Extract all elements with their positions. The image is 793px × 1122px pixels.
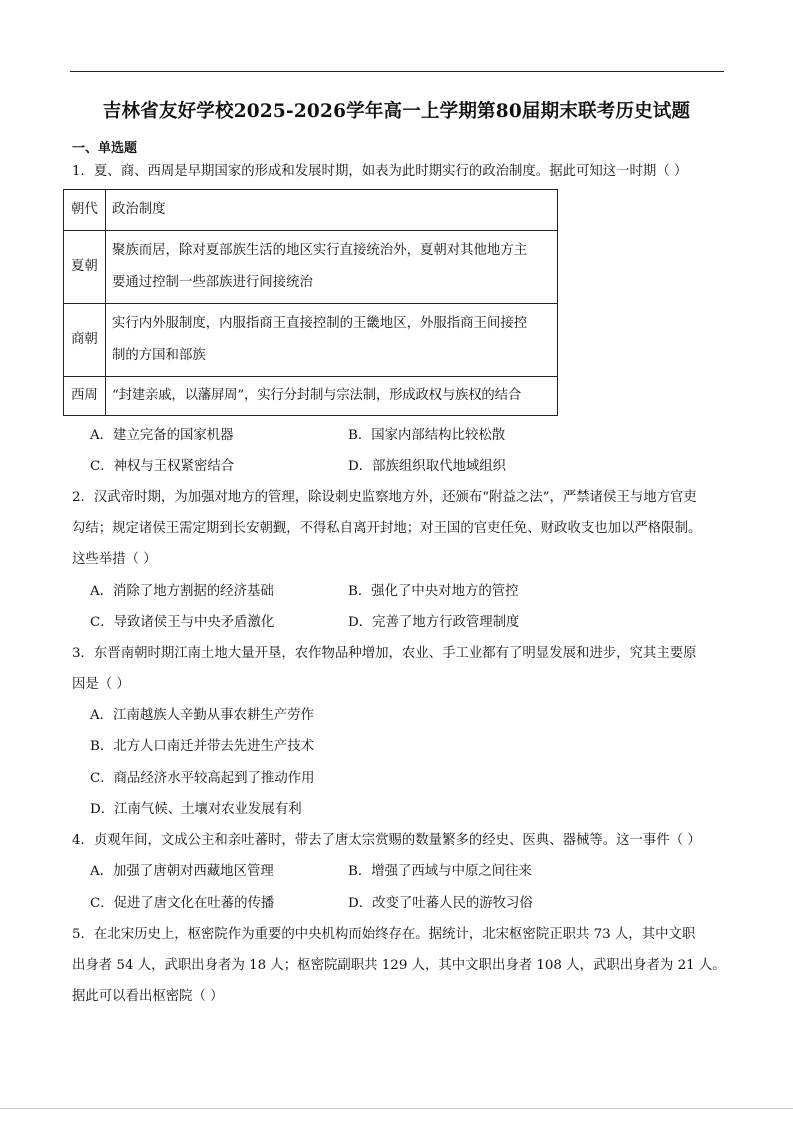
table-cell-dynasty: 西周 [64,377,106,416]
table-row [64,304,558,377]
table-cell-system: “封建亲戚，以藩屏周”，实行分封制与宗法制，形成政权与族权的结合 [106,377,558,416]
q1-option-b[interactable]: B．国家内部结构比较松散 [348,428,506,443]
table-cell-line: 制的方国和部族 [112,348,206,363]
q3-stem-line: 因是（ ） [72,677,130,692]
table-cell-dynasty: 商朝 [64,304,106,377]
q3-option-d[interactable]: D．江南气候、土壤对农业发展有利 [90,802,302,817]
q1-option-d[interactable]: D．部族组织取代地域组织 [348,459,507,474]
q2-option-c[interactable]: C．导致诸侯王与中央矛盾激化 [90,615,275,630]
q1-stem: 1．夏、商、西周是早期国家的形成和发展时期，如表为此时期实行的政治制度。据此可知这一时期（ ） [72,164,688,179]
q3-stem-line: 3．东晋南朝时期江南土地大量开垦，农作物品种增加，农业、手工业都有了明显发展和进步，究其主要原 [72,646,697,661]
page-edge [0,1108,793,1109]
q4-stem-line: 4．贞观年间，文成公主和亲吐蕃时，带去了唐太宗赏赐的数量繁多的经史、医典、器械等。这一事件（ ） [72,833,701,848]
q4-option-a[interactable]: A．加强了唐朝对西藏地区管理 [90,864,274,879]
table-cell-line: 聚族而居，除对夏部族生活的地区实行直接统治外，夏朝对其他地方主 [112,243,528,258]
table-row [64,377,558,416]
table-cell-system [106,231,558,304]
page-title: 吉林省友好学校2025-2026学年高一上学期第80届期末联考历史试题 [102,101,691,122]
table-row [64,231,558,304]
table-header-system: 政治制度 [106,190,558,231]
header-rule [70,71,724,72]
q4-option-b[interactable]: B．增强了西域与中原之间往来 [348,864,532,879]
q2-option-b[interactable]: B．强化了中央对地方的管控 [348,584,519,599]
q1-option-c[interactable]: C．神权与王权紧密结合 [90,459,235,474]
section-heading: 一、单选题 [72,141,138,156]
q3-option-a[interactable]: A．江南越族人辛勤从事农耕生产劳作 [90,708,314,723]
table-cell-system [106,304,558,377]
q2-stem-line: 这些举措（ ） [72,552,157,567]
table-cell-line: 要通过控制一些部族进行间接统治 [112,275,313,290]
q2-stem-line: 勾结；规定诸侯王需定期到长安朝觐，不得私自离开封地；对王国的官吏任免、财政收支也加以严格限制。 [72,521,702,536]
table-cell-dynasty: 夏朝 [64,231,106,304]
q2-option-a[interactable]: A．消除了地方割据的经济基础 [90,584,274,599]
q5-stem-line: 出身者 54 人，武职出身者为 18 人；枢密院副职共 129 人，其中文职出身者 108 人，武职出身者为 21 人。 [72,958,726,973]
q3-option-c[interactable]: C．商品经济水平较高起到了推动作用 [90,771,315,786]
q4-option-d[interactable]: D．改变了吐蕃人民的游牧习俗 [348,896,533,911]
q5-stem-line: 5．在北宋历史上，枢密院作为重要的中央机构而始终存在。据统计，北宋枢密院正职共 73 人，其中文职 [72,927,696,942]
q1-table [63,189,558,416]
q4-option-c[interactable]: C．促进了唐文化在吐蕃的传播 [90,896,275,911]
q2-stem-line: 2．汉武帝时期，为加强对地方的管理，除设刺史监察地方外，还颁布“附益之法”，严禁诸侯王与地方官吏 [72,490,697,505]
q1-option-a[interactable]: A．建立完备的国家机器 [90,428,234,443]
q5-stem-line: 据此可以看出枢密院（ ） [72,989,224,1004]
table-cell-line: 实行内外服制度，内服指商王直接控制的王畿地区，外服指商王间接控 [112,316,528,331]
table-header-dynasty: 朝代 [64,190,106,231]
table-row [64,190,558,231]
q2-option-d[interactable]: D．完善了地方行政管理制度 [348,615,520,630]
q3-option-b[interactable]: B．北方人口南迁并带去先进生产技术 [90,739,315,754]
